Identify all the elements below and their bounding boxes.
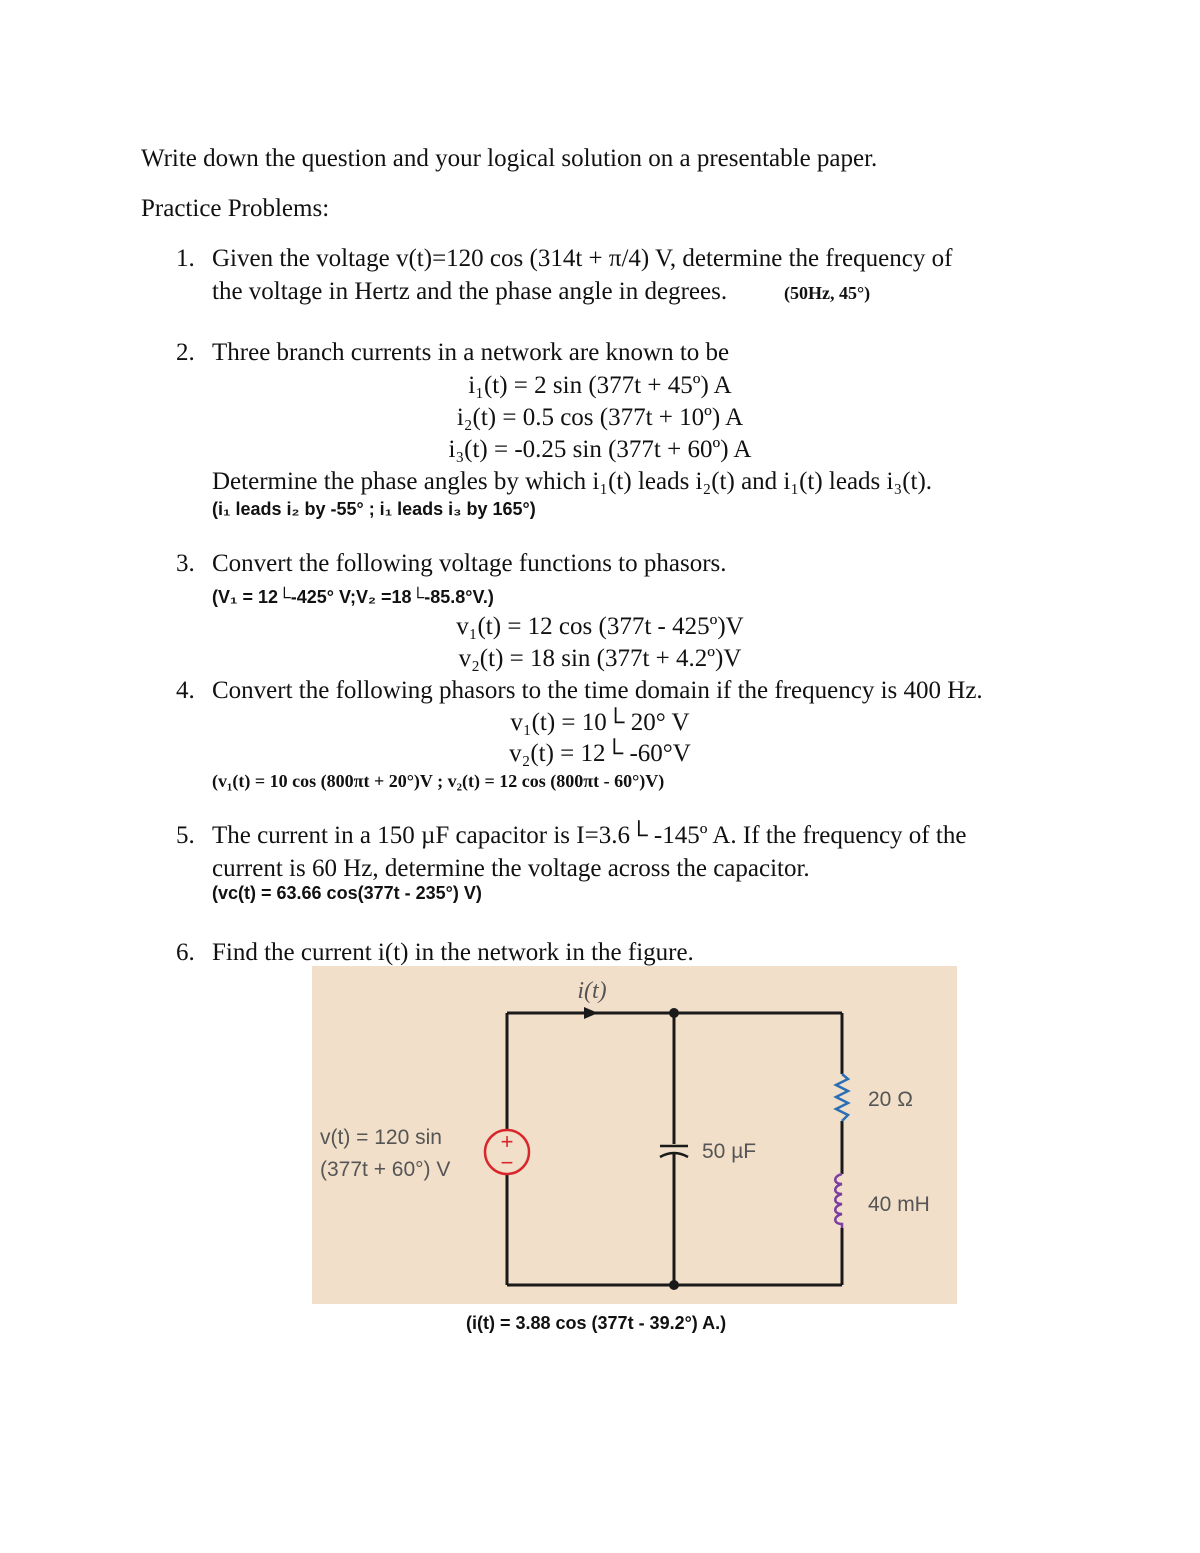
problem-6-number: 6. bbox=[176, 939, 195, 966]
problem-1-answer: (50Hz, 45°) bbox=[784, 283, 871, 303]
problem-1-line1: Given the voltage v(t)=120 cos (314t + π/4) V, determine the frequency of bbox=[212, 245, 953, 272]
problem-2-eq3: i₃(t) = -0.25 sin (377t + 60º) A bbox=[448, 436, 752, 463]
problem-4-eq1: v₁(t) = 10└ 20° V bbox=[510, 709, 690, 736]
capacitor-label: 50 µF bbox=[702, 1140, 757, 1163]
circuit-wires bbox=[507, 1013, 842, 1285]
source-label-line2: (377t + 60°) V bbox=[320, 1158, 451, 1181]
source-minus-sign: − bbox=[500, 1150, 514, 1175]
problem-3-number: 3. bbox=[176, 550, 195, 577]
problem-1-number: 1. bbox=[176, 245, 195, 272]
problem-2-answer: (i₁ leads i₂ by -55° ; i₁ leads i₃ by 165°) bbox=[212, 499, 536, 519]
problem-4-answer: (v₁(t) = 10 cos (800πt + 20°)V ; v₂(t) = 12 cos (800πt - 60°)V) bbox=[212, 771, 665, 791]
problem-6-answer: (i(t) = 3.88 cos (377t - 39.2°) A.) bbox=[466, 1313, 727, 1333]
problem-4-line1: Convert the following phasors to the time domain if the frequency is 400 Hz. bbox=[212, 677, 983, 704]
instruction-text: Write down the question and your logical solution on a presentable paper. bbox=[141, 145, 878, 172]
top-node bbox=[669, 1008, 679, 1018]
problem-3-eq1: v₁(t) = 12 cos (377t - 425º)V bbox=[456, 613, 744, 640]
problem-2-eq1: i₁(t) = 2 sin (377t + 45º) A bbox=[468, 372, 732, 399]
problem-3-eq2: v₂(t) = 18 sin (377t + 4.2º)V bbox=[458, 645, 742, 672]
problem-2-number: 2. bbox=[176, 339, 195, 366]
resistor-label: 20 Ω bbox=[868, 1088, 913, 1111]
source-label-line1: v(t) = 120 sin bbox=[320, 1126, 442, 1149]
inductor-icon bbox=[835, 1174, 842, 1228]
problem-5-line1: The current in a 150 µF capacitor is I=3.6└ -145º A. If the frequency of the bbox=[212, 822, 967, 849]
current-label: i(t) bbox=[577, 978, 607, 1004]
problem-6-line1: Find the current i(t) in the network in the figure. bbox=[212, 939, 694, 966]
resistor-icon bbox=[836, 1074, 848, 1121]
problem-4-number: 4. bbox=[176, 677, 195, 704]
problem-2-line1: Three branch currents in a network are known to be bbox=[212, 339, 730, 366]
source-plus-sign: + bbox=[500, 1129, 514, 1154]
circuit-figure bbox=[312, 966, 957, 1304]
section-heading: Practice Problems: bbox=[141, 195, 330, 222]
problem-2-eq2: i₂(t) = 0.5 cos (377t + 10º) A bbox=[456, 404, 744, 431]
problem-2-line2: Determine the phase angles by which i₁(t) leads i₂(t) and i₁(t) leads i₃(t). bbox=[212, 468, 933, 495]
problem-4-eq2: v₂(t) = 12└ -60°V bbox=[509, 740, 691, 767]
problem-5-number: 5. bbox=[176, 822, 195, 849]
current-arrow-icon bbox=[584, 1007, 598, 1019]
inductor-label: 40 mH bbox=[868, 1193, 930, 1216]
problem-5-answer: (vc(t) = 63.66 cos(377t - 235°) V) bbox=[212, 883, 482, 903]
problem-3-answer: (V₁ = 12└-425° V;V₂ =18└-85.8°V.) bbox=[212, 587, 494, 607]
problem-3-line1: Convert the following voltage functions to phasors. bbox=[212, 550, 727, 577]
problem-5-line2: current is 60 Hz, determine the voltage across the capacitor. bbox=[212, 855, 810, 882]
problem-1-line2: the voltage in Hertz and the phase angle in degrees. bbox=[212, 278, 728, 305]
circuit-diagram bbox=[312, 966, 957, 1304]
bottom-node bbox=[669, 1280, 679, 1290]
